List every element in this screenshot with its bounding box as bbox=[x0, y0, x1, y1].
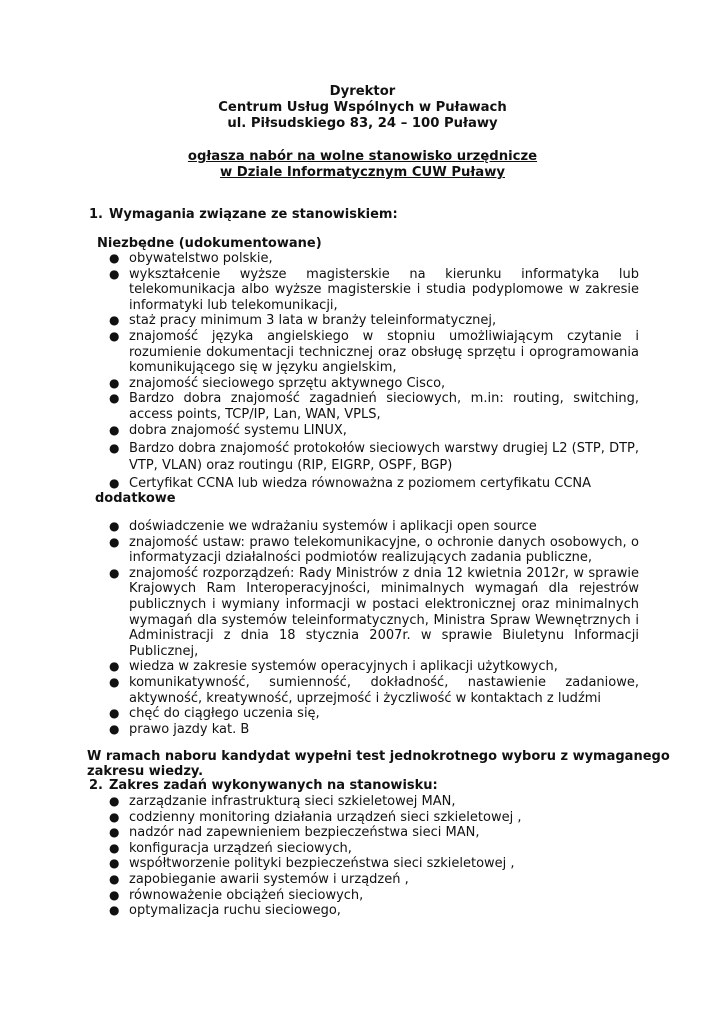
bullet-icon: ● bbox=[109, 251, 120, 265]
bullet-icon: ● bbox=[109, 441, 120, 456]
list-item: ● wiedza w zakresie systemów operacyjnych i aplikacji użytkowych, bbox=[109, 659, 558, 675]
bullet-icon: ● bbox=[109, 519, 120, 533]
bullet-icon: ● bbox=[109, 375, 120, 390]
bullet-icon: ● bbox=[109, 659, 120, 674]
bullet-icon: ● bbox=[109, 674, 120, 689]
bullet-icon: ● bbox=[109, 313, 120, 328]
duties-list bbox=[109, 794, 639, 919]
list-item: ● optymalizacja ruchu sieciowego, bbox=[109, 903, 341, 919]
bullet-icon: ● bbox=[109, 856, 120, 871]
bullet-icon: ● bbox=[109, 422, 120, 437]
list-item: ● współtworzenie polityki bezpieczeństwa sieci szkieletowej , bbox=[109, 856, 515, 872]
header-announcement: ogłasza nabór na wolne stanowisko urzędnicze bbox=[187, 149, 538, 164]
bullet-icon: ● bbox=[109, 391, 120, 406]
list-item: ● znajomość rozporządzeń: Rady Ministrów z dnia 12 kwietnia 2012r, w sprawie Krajowych Ram Interoperacyjności, minimalnych wymagań dla rejestrów publicznych i wymiany informacji w postaci elektronicznej oraz minimalnych wymagań dla systemów teleinformatycznych, Ministra Spraw Wewnętrznych i Administracji z dnia 18 stycznia 2007r. w sprawie Biuletynu Informacji Publicznej, bbox=[109, 565, 639, 659]
list-item: ● znajomość sieciowego sprzętu aktywnego Cisco, bbox=[109, 375, 446, 391]
bullet-icon: ● bbox=[109, 721, 120, 736]
bullet-icon: ● bbox=[109, 328, 120, 343]
list-item: ● Bardzo dobra znajomość zagadnień sieciowych, m.in: routing, switching, access points, TCP/IP, Lan, WAN, VPLS, bbox=[109, 391, 639, 422]
bullet-icon: ● bbox=[109, 266, 120, 281]
section2-heading bbox=[89, 778, 438, 793]
header-address: ul. Piłsudskiego 83, 24 – 100 Puławy bbox=[227, 116, 498, 131]
bullet-icon: ● bbox=[109, 534, 120, 549]
section2-title: Zakres zadań wykonywanych na stanowisku: bbox=[109, 778, 438, 793]
section2-number: 2. bbox=[89, 778, 103, 793]
additional-list bbox=[109, 519, 639, 737]
bullet-icon: ● bbox=[109, 871, 120, 886]
list-item: ● zapobieganie awarii systemów i urządzeń , bbox=[109, 871, 409, 887]
list-item: ● dobra znajomość systemu LINUX, bbox=[109, 422, 347, 438]
list-item: ● wykształcenie wyższe magisterskie na kierunku informatyka lub telekomunikacja albo wyższe magisterskie i studia podyplomowe w zakresie informatyki lub telekomunikacji, bbox=[109, 266, 639, 313]
header-director: Dyrektor bbox=[329, 84, 396, 99]
additional-subheading: dodatkowe bbox=[95, 491, 176, 506]
required-list bbox=[109, 251, 639, 492]
document-header bbox=[0, 84, 725, 181]
list-item: ● staż pracy minimum 3 lata w branży teleinformatycznej, bbox=[109, 313, 497, 329]
section1-heading bbox=[89, 207, 398, 222]
list-item: ● prawo jazdy kat. B bbox=[109, 721, 250, 737]
bullet-icon: ● bbox=[109, 809, 120, 824]
section1-title: Wymagania związane ze stanowiskiem: bbox=[109, 207, 398, 222]
list-item: ● nadzór nad zapewnieniem bezpieczeństwa sieci MAN, bbox=[109, 825, 480, 841]
list-item: ● doświadczenie we wdrażaniu systemów i aplikacji open source bbox=[109, 519, 537, 534]
list-item: ● znajomość ustaw: prawo telekomunikacyjne, o ochronie danych osobowych, o informatyzacji działalności podmiotów realizujących zadania publiczne, bbox=[109, 534, 639, 566]
bullet-icon: ● bbox=[109, 840, 120, 855]
section1-number: 1. bbox=[89, 207, 103, 222]
test-info: W ramach naboru kandydat wypełni test jednokrotnego wyboru z wymaganego zakresu wiedzy. bbox=[87, 749, 670, 779]
bullet-icon: ● bbox=[109, 565, 120, 580]
list-item: ● chęć do ciągłego uczenia się, bbox=[109, 706, 320, 722]
bullet-icon: ● bbox=[109, 903, 120, 918]
list-item: ● zarządzanie infrastrukturą sieci szkieletowej MAN, bbox=[109, 794, 456, 809]
bullet-icon: ● bbox=[109, 706, 120, 721]
list-item: ● komunikatywność, sumienność, dokładność, nastawienie zadaniowe, aktywność, kreatywność, uprzejmość i życzliwość w kontaktach z ludźmi bbox=[109, 674, 639, 706]
bullet-icon: ● bbox=[109, 887, 120, 902]
list-item: ● konfiguracja urządzeń sieciowych, bbox=[109, 840, 352, 856]
header-department: w Dziale Informatycznym CUW Puławy bbox=[220, 165, 505, 180]
required-subheading: Niezbędne (udokumentowane) bbox=[97, 236, 322, 251]
header-institution: Centrum Usług Wspólnych w Puławach bbox=[218, 100, 507, 115]
bullet-icon: ● bbox=[109, 794, 120, 808]
bullet-icon: ● bbox=[109, 825, 120, 840]
list-item: ● Certyfikat CCNA lub wiedza równoważna z poziomem certyfikatu CCNA bbox=[109, 476, 592, 492]
list-item: ● obywatelstwo polskie, bbox=[109, 251, 273, 266]
list-item: ● równoważenie obciążeń sieciowych, bbox=[109, 887, 364, 903]
bullet-icon: ● bbox=[109, 476, 120, 491]
list-item: ● znajomość języka angielskiego w stopniu umożliwiającym czytanie i rozumienie dokumentacji technicznej oraz obsługę sprzętu i oprogramowania komunikującego się w języku angielskim, bbox=[109, 328, 639, 376]
list-item: ● Bardzo dobra znajomość protokołów sieciowych warstwy drugiej L2 (STP, DTP, VTP, VLAN) oraz routingu (RIP, EIGRP, OSPF, BGP) bbox=[109, 441, 639, 474]
list-item: ● codzienny monitoring działania urządzeń sieci szkieletowej , bbox=[109, 809, 522, 825]
